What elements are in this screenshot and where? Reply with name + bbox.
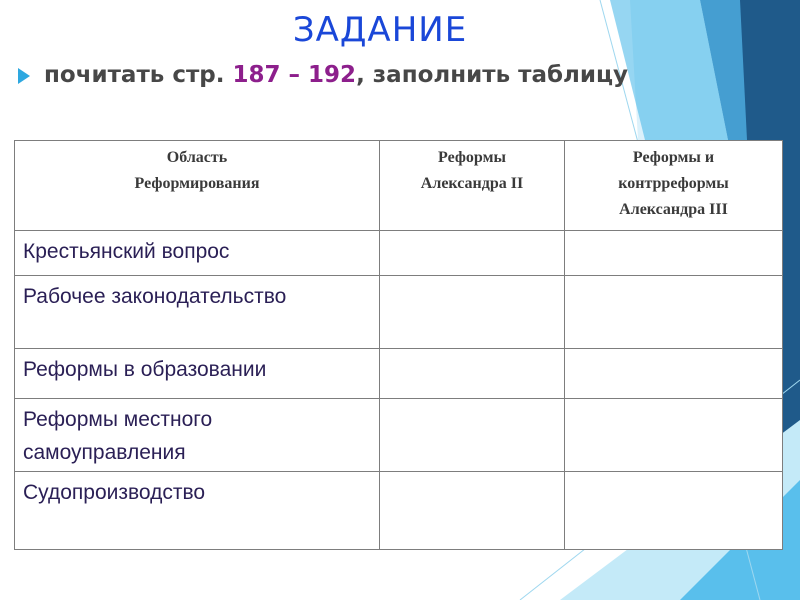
header-area: Область Реформирования	[15, 141, 380, 231]
table-row	[15, 349, 783, 399]
task-line	[18, 58, 628, 92]
row-alexander2-cell	[380, 472, 565, 550]
row-alexander2-cell	[380, 276, 565, 349]
bullet-arrow-icon	[18, 68, 30, 84]
row-alexander2-cell	[380, 349, 565, 399]
table-row	[15, 472, 783, 550]
task-text	[44, 62, 628, 88]
row-alexander3-cell	[565, 276, 783, 349]
row-alexander2-cell	[380, 231, 565, 276]
row-alexander3-cell	[565, 231, 783, 276]
row-area-label: Крестьянский вопрос	[15, 231, 380, 276]
task-suffix: , заполнить таблицу	[356, 62, 629, 88]
slide-title: ЗАДАНИЕ	[292, 10, 468, 50]
table-header-row	[15, 141, 783, 231]
row-area-label: Судопроизводство	[15, 472, 380, 550]
row-area-label: Реформы местного самоуправления	[15, 399, 380, 472]
reforms-table	[14, 140, 783, 550]
header-alexander3: Реформы и контрреформы Александра III	[565, 141, 783, 231]
table-row	[15, 399, 783, 472]
table-row	[15, 276, 783, 349]
row-alexander3-cell	[565, 349, 783, 399]
task-pages: 187 – 192	[232, 62, 357, 88]
header-alexander2: Реформы Александра II	[380, 141, 565, 231]
row-area-label: Реформы в образовании	[15, 349, 380, 399]
row-area-label: Рабочее законодательство	[15, 276, 380, 349]
row-alexander3-cell	[565, 399, 783, 472]
task-prefix: почитать стр.	[44, 62, 233, 88]
row-alexander3-cell	[565, 472, 783, 550]
row-alexander2-cell	[380, 399, 565, 472]
table-row	[15, 231, 783, 276]
